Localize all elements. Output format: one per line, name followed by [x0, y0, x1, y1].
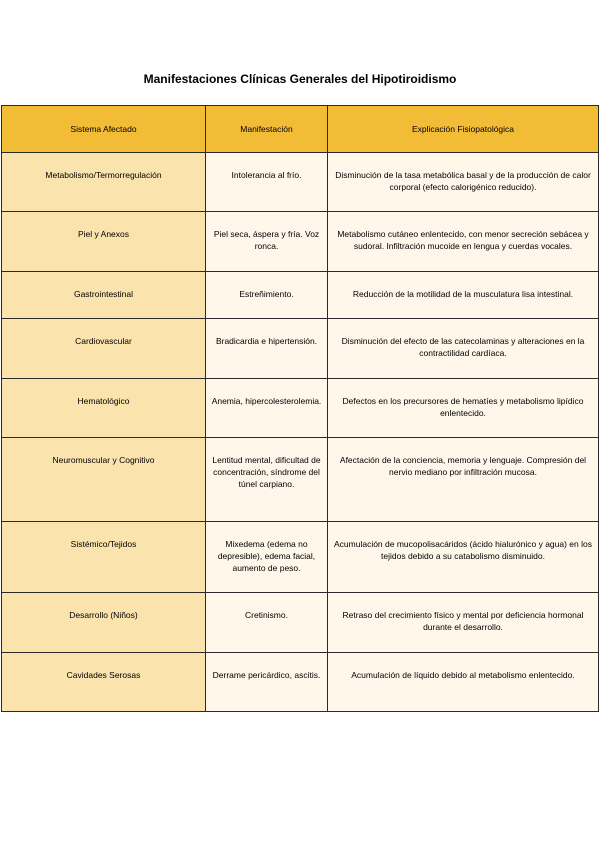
cell-manifestacion — [206, 522, 328, 593]
cell-text: Desarrollo (Niños) — [69, 610, 138, 620]
table-row — [2, 212, 599, 272]
cell-explicacion — [328, 438, 599, 522]
table-row — [2, 522, 599, 593]
cell-text: Derrame pericárdico, ascitis. — [212, 670, 321, 680]
cell-text: Hematológico — [77, 396, 130, 406]
cell-text: Cretinismo. — [245, 610, 288, 620]
cell-text: Metabolismo cutáneo enlentecido, con menor secreción sebácea y sudoral. Infiltración mucoide en lengua y cuerdas vocales. — [337, 229, 589, 251]
cell-sistema — [2, 438, 206, 522]
cell-text: Acumulación de líquido debido al metabolismo enlentecido. — [351, 670, 575, 680]
cell-text: Estreñimiento. — [239, 289, 294, 299]
table-row — [2, 153, 599, 212]
cell-manifestacion — [206, 319, 328, 379]
column-header-manifestacion: Manifestación — [206, 106, 328, 153]
cell-explicacion — [328, 319, 599, 379]
column-header-sistema: Sistema Afectado — [2, 106, 206, 153]
cell-manifestacion — [206, 153, 328, 212]
cell-explicacion — [328, 593, 599, 653]
cell-explicacion — [328, 272, 599, 319]
cell-sistema — [2, 522, 206, 593]
cell-text: Disminución de la tasa metabólica basal y de la producción de calor corporal (efecto calorigénico reducido). — [335, 170, 591, 192]
cell-explicacion — [328, 212, 599, 272]
cell-manifestacion — [206, 438, 328, 522]
manifestations-table — [1, 105, 599, 712]
cell-sistema — [2, 212, 206, 272]
cell-text: Mixedema (edema no depresible), edema facial, aumento de peso. — [217, 539, 316, 573]
cell-explicacion — [328, 153, 599, 212]
cell-text: Gastrointestinal — [73, 289, 134, 299]
cell-text: Reducción de la motilidad de la musculatura lisa intestinal. — [352, 289, 574, 299]
cell-manifestacion — [206, 653, 328, 712]
cell-manifestacion — [206, 593, 328, 653]
cell-text: Metabolismo/Termorregulación — [45, 170, 162, 180]
cell-text: Piel seca, áspera y fría. Voz ronca. — [213, 229, 320, 251]
cell-sistema — [2, 593, 206, 653]
table-row — [2, 319, 599, 379]
cell-manifestacion — [206, 212, 328, 272]
cell-text: Bradicardia e hipertensión. — [215, 336, 318, 346]
cell-sistema — [2, 379, 206, 438]
cell-text: Defectos en los precursores de hematíes y metabolismo lipídico enlentecido. — [342, 396, 584, 418]
cell-text: Neuromuscular y Cognitivo — [52, 455, 155, 465]
cell-manifestacion — [206, 272, 328, 319]
table-row — [2, 438, 599, 522]
cell-text: Disminución del efecto de las catecolaminas y alteraciones en la contractilidad cardíaca. — [341, 336, 585, 358]
cell-manifestacion — [206, 379, 328, 438]
cell-explicacion — [328, 522, 599, 593]
cell-explicacion — [328, 653, 599, 712]
cell-text: Cardiovascular — [75, 336, 132, 346]
table-row — [2, 593, 599, 653]
cell-text: Acumulación de mucopolisacáridos (ácido hialurónico y agua) en los tejidos debido a su catabolismo disminuido. — [334, 539, 592, 561]
cell-text: Afectación de la conciencia, memoria y lenguaje. Compresión del nervio mediano por infiltración mucosa. — [339, 455, 587, 477]
cell-sistema — [2, 653, 206, 712]
cell-text: Piel y Anexos — [77, 229, 130, 239]
cell-sistema — [2, 272, 206, 319]
cell-text: Retraso del crecimiento físico y mental por deficiencia hormonal durante el desarrollo. — [342, 610, 584, 632]
cell-sistema — [2, 153, 206, 212]
column-header-explicacion: Explicación Fisiopatológica — [328, 106, 599, 153]
cell-text: Sistémico/Tejidos — [70, 539, 137, 549]
table-row — [2, 653, 599, 712]
table-row — [2, 272, 599, 319]
cell-text: Cavidades Serosas — [66, 670, 141, 680]
page-title: Manifestaciones Clínicas Generales del Hipotiroidismo — [143, 72, 457, 86]
table-header-row — [2, 106, 599, 153]
cell-text: Anemia, hipercolesterolemia. — [211, 396, 322, 406]
cell-text: Intolerancia al frío. — [231, 170, 302, 180]
cell-explicacion — [328, 379, 599, 438]
cell-text: Lentitud mental, dificultad de concentración, síndrome del túnel carpiano. — [212, 455, 321, 489]
table-row — [2, 379, 599, 438]
cell-sistema — [2, 319, 206, 379]
